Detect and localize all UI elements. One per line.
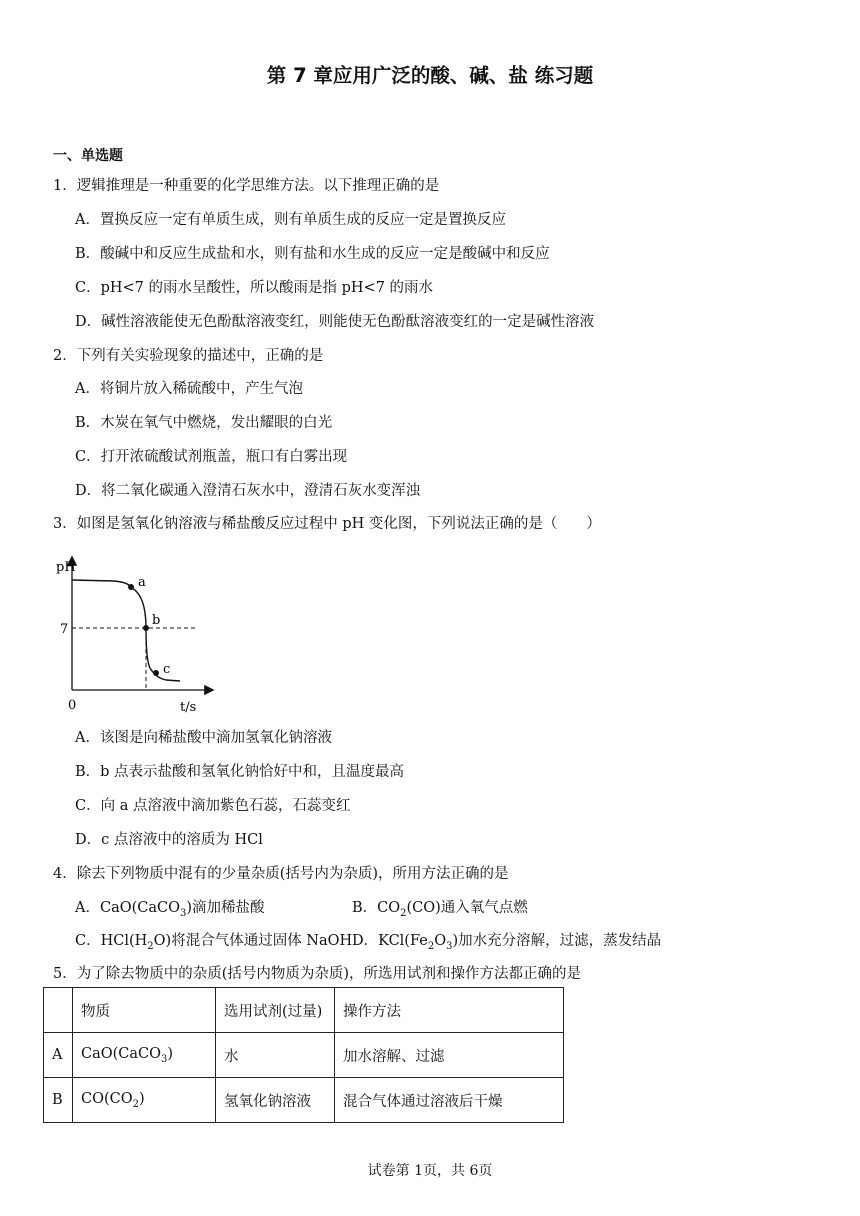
substance-cell: CaO(CaCO$_3$) (73, 1033, 216, 1078)
question-1-option-a: A．置换反应一定有单质生成，则有单质生成的反应一定是置换反应 (75, 212, 506, 228)
question-2-stem: 2．下列有关实验现象的描述中，正确的是 (53, 348, 324, 364)
question-4-option-c: C．$HCl(H_2O)$将混合气体通过固体 NaOH (75, 933, 353, 952)
page-footer: 试卷第 1页，共 6页 (367, 1163, 493, 1179)
substance-cell: $CO(CO_2)$ (73, 1078, 216, 1123)
question-4-option-a: A．CaO(CaCO$_3$)滴加稀盐酸 (75, 900, 265, 919)
reagent-cell: 氢氧化钠溶液 (216, 1078, 335, 1123)
table-header-cell: 操作方法 (335, 988, 564, 1033)
table-row (44, 1033, 564, 1078)
point-a-marker (128, 584, 134, 590)
question-1-stem: 1．逻辑推理是一种重要的化学思维方法。以下推理正确的是 (53, 178, 440, 194)
question-1-option-b: B．酸碱中和反应生成盐和水，则有盐和水生成的反应一定是酸碱中和反应 (75, 246, 550, 262)
origin-label: 0 (68, 698, 77, 713)
method-cell: 加水溶解、过滤 (335, 1033, 564, 1078)
tick-7-label: 7 (60, 622, 69, 637)
point-b-label: b (152, 613, 161, 628)
question-3-option-b: B．b 点表示盐酸和氢氧化钠恰好中和，且温度最高 (75, 764, 405, 780)
point-c-marker (153, 670, 159, 676)
ph-curve-figure (50, 552, 220, 717)
question-2-option-a: A．将铜片放入稀硫酸中，产生气泡 (75, 381, 303, 397)
table-header-cell (44, 988, 73, 1033)
question-2-option-d: D．将二氧化碳通入澄清石灰水中，澄清石灰水变浑浊 (75, 483, 421, 499)
question-4-stem: 4．除去下列物质中混有的少量杂质(括号内为杂质)，所用方法正确的是 (53, 866, 509, 882)
question-3-option-a: A．该图是向稀盐酸中滴加氢氧化钠溶液 (75, 730, 332, 746)
question-3-option-c: C．向 a 点溶液中滴加紫色石蕊，石蕊变红 (75, 798, 351, 814)
point-c-label: c (163, 662, 171, 677)
question-3-stem: 3．如图是氢氧化钠溶液与稀盐酸反应过程中 pH 变化图，下列说法正确的是（ ） (53, 516, 601, 532)
question-5-table (43, 987, 564, 1123)
table-header-cell: 物质 (73, 988, 216, 1033)
section-heading: 一、单选题 (53, 148, 123, 164)
question-3-option-d: D．c 点溶液中的溶质为 HCl (75, 832, 263, 848)
question-2-option-b: B．木炭在氧气中燃烧，发出耀眼的白光 (75, 415, 333, 431)
point-b-marker (143, 625, 149, 631)
question-1-option-c: C．pH<7 的雨水呈酸性，所以酸雨是指 pH<7 的雨水 (75, 280, 434, 296)
question-4-option-b: B．$CO_2(CO)$通入氧气点燃 (352, 900, 528, 919)
question-1-option-d: D．碱性溶液能使无色酚酞溶液变红，则能使无色酚酞溶液变红的一定是碱性溶液 (75, 314, 595, 330)
reagent-cell: 水 (216, 1033, 335, 1078)
table-header-cell: 选用试剂(过量) (216, 988, 335, 1033)
y-axis-label: pH (56, 560, 76, 575)
row-label: A (44, 1033, 73, 1078)
x-axis-label: t/s (180, 700, 197, 715)
question-5-stem: 5．为了除去物质中的杂质(括号内物质为杂质)，所选用试剂和操作方法都正确的是 (53, 966, 582, 982)
question-2-option-c: C．打开浓硫酸试剂瓶盖，瓶口有白雾出现 (75, 449, 348, 465)
method-cell: 混合气体通过溶液后干燥 (335, 1078, 564, 1123)
row-label: B (44, 1078, 73, 1123)
table-row (44, 1078, 564, 1123)
point-a-label: a (138, 575, 146, 590)
page-title: 第 7 章应用广泛的酸、碱、盐 练习题 (266, 64, 594, 87)
question-4-option-d: D．$KCl(Fe_2O_3)$加水充分溶解，过滤，蒸发结晶 (352, 933, 662, 952)
table-header-row (44, 988, 564, 1033)
